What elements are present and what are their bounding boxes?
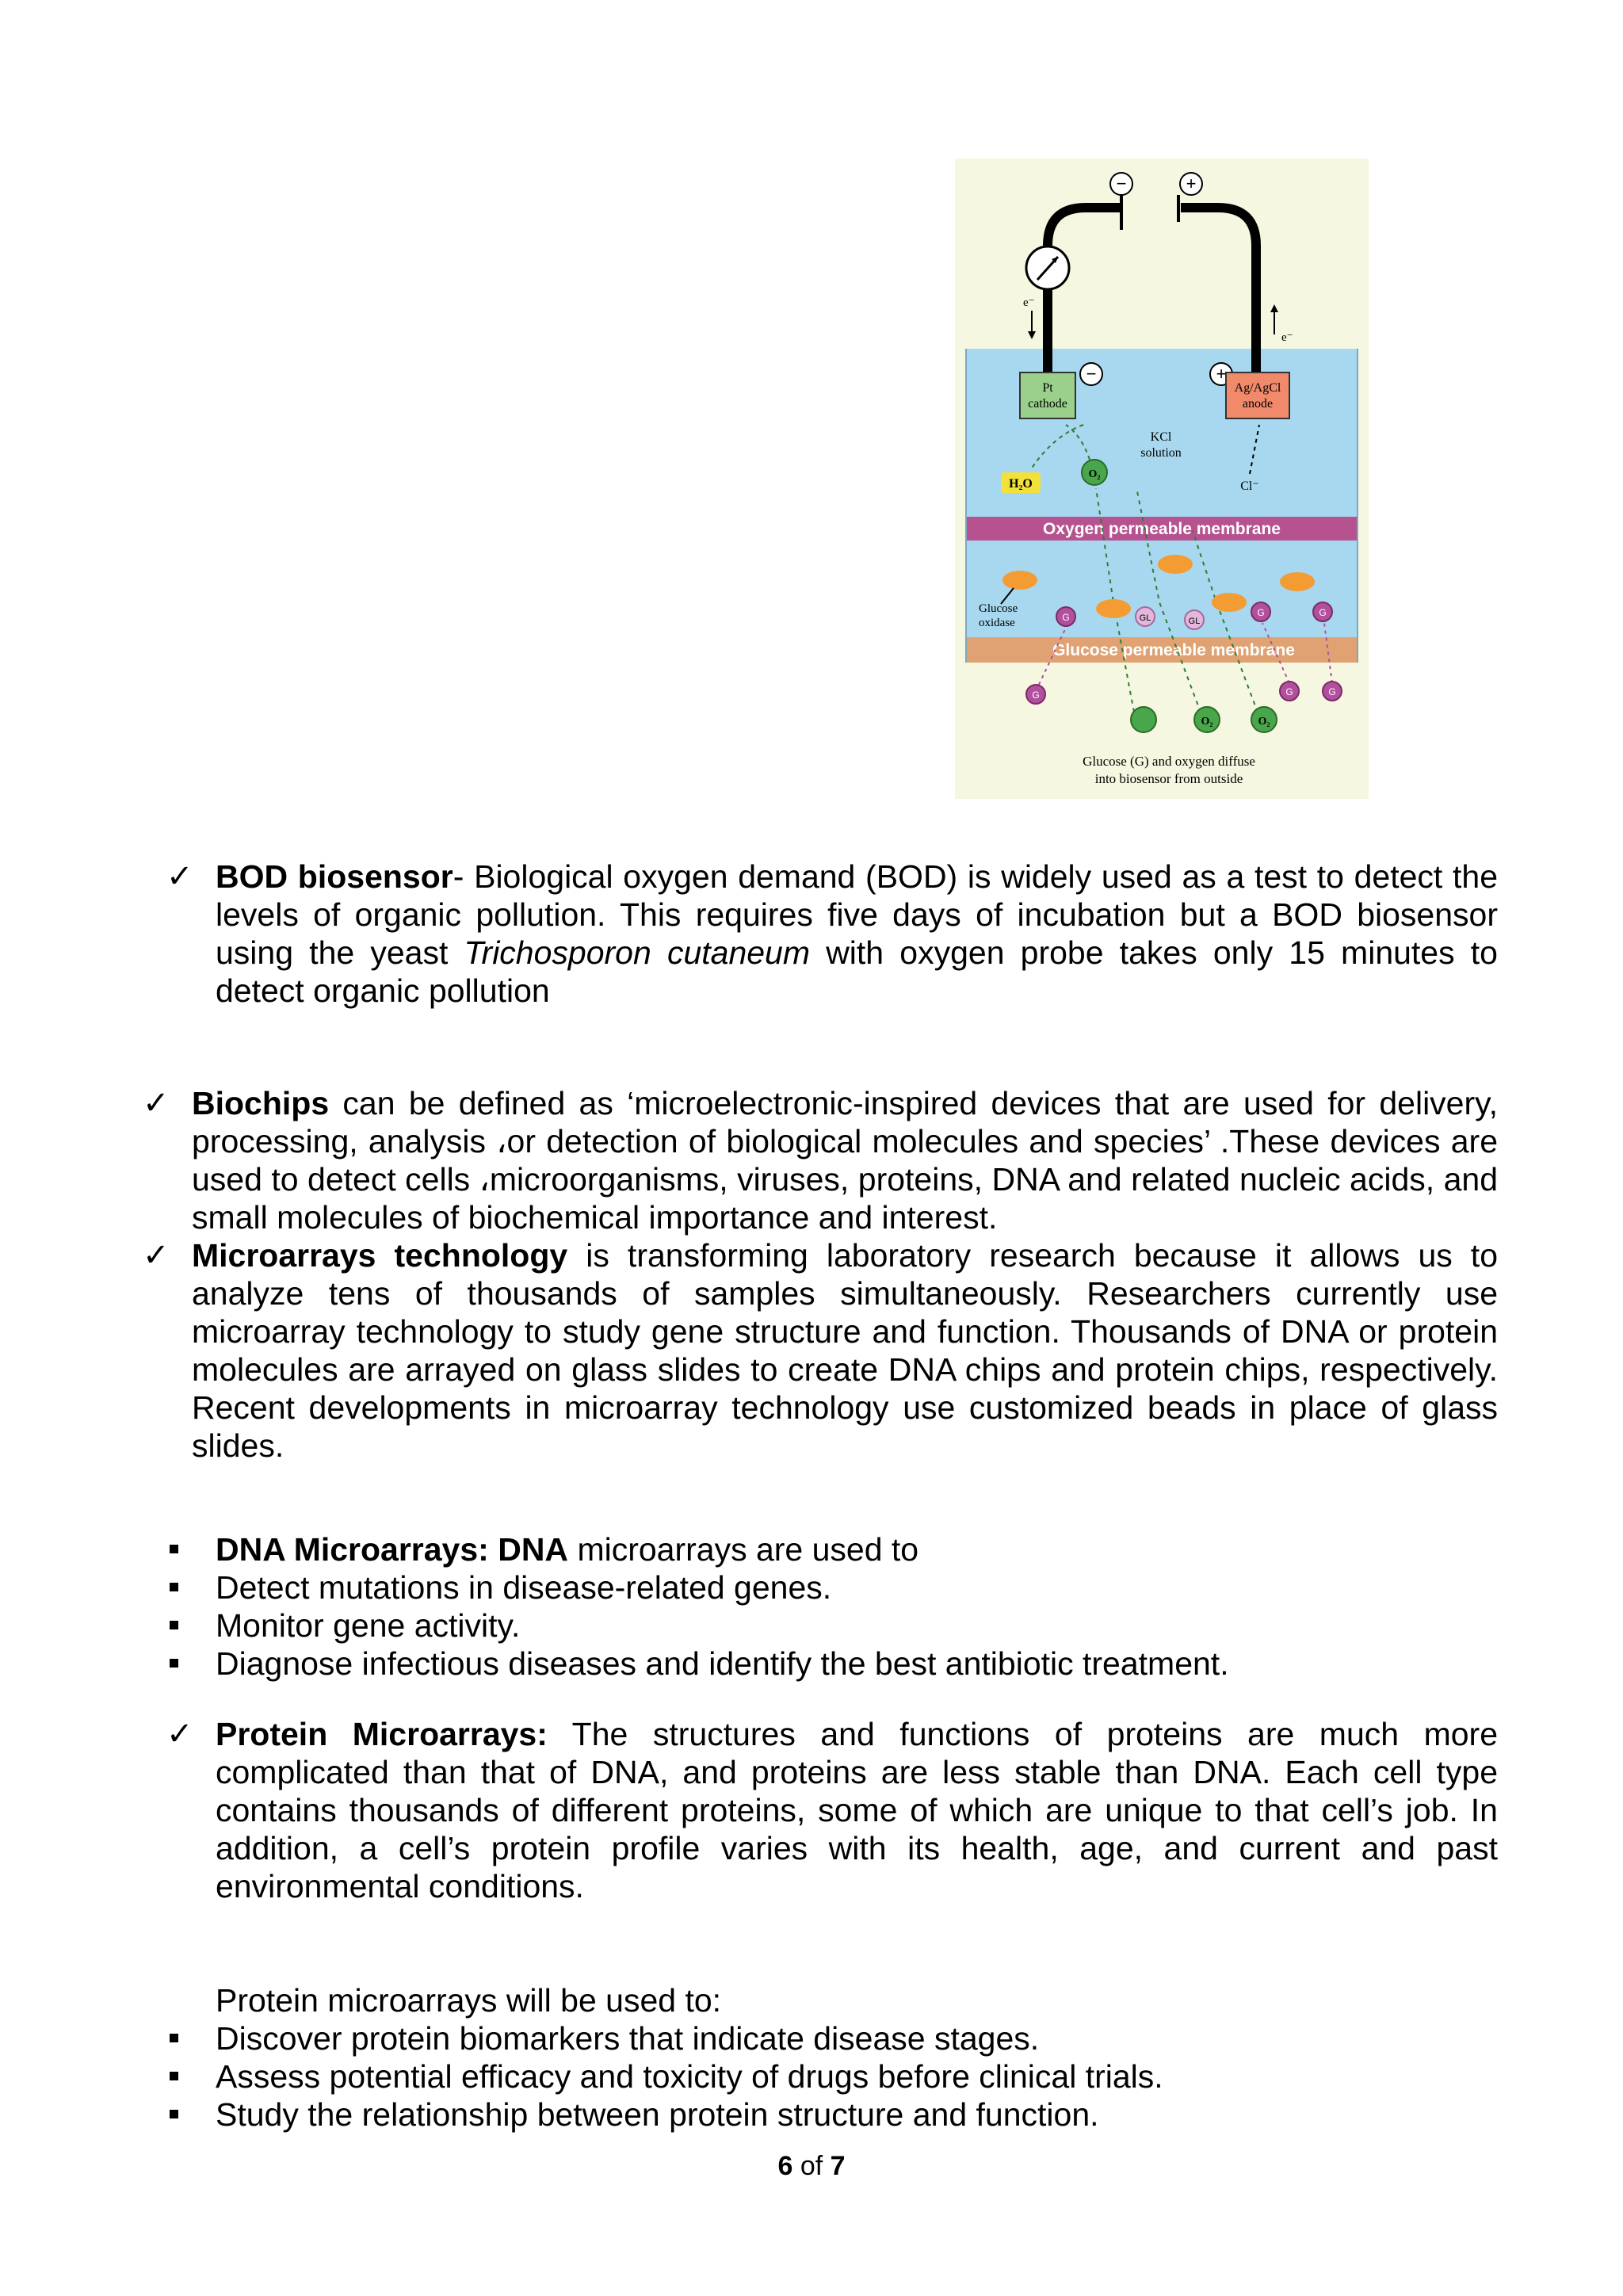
glucose-molecule-label: G <box>1285 686 1293 697</box>
kcl-label-2: solution <box>1140 446 1182 460</box>
list-item: Study the relationship between protein structure and function. <box>216 2096 1099 2133</box>
bullet-square-icon <box>170 1583 178 1591</box>
glucose-biosensor-figure <box>955 159 1369 799</box>
list-item: Monitor gene activity. <box>216 1607 521 1644</box>
glucose-oxidase-enzyme-4 <box>1212 593 1247 612</box>
o2-label: O₂ <box>1201 716 1213 728</box>
glucose-oxidase-enzyme-2 <box>1158 555 1193 574</box>
h2o-label: H₂O <box>1009 477 1033 491</box>
bullet-square-icon <box>170 2034 178 2042</box>
check-mark-icon: ✓ <box>143 1086 170 1121</box>
o2-label: O₂ <box>1258 716 1270 728</box>
bod-text-2: with oxygen probe takes only 15 minutes to detect organic pollution <box>216 934 1498 1009</box>
page-number-current: 6 <box>777 2151 793 2181</box>
ag-agcl-anode-box <box>1226 372 1289 418</box>
protein-uses-intro: Protein microarrays will be used to: <box>216 1982 722 2019</box>
page-number-total: 7 <box>830 2151 846 2181</box>
anode-plus-label: + <box>1216 364 1227 384</box>
bullet-square-icon <box>170 1621 178 1629</box>
microarrays-text: is transforming laboratory research because it allows us to analyze tens of thousands of samples simultaneously. Researchers currently use microarray technology to study gene structure and function. Thousands of DNA or protein molecules are arrayed on glass slides to create DNA chips and protein chips, respectively. Recent developments in microarray technology use customized beads in place of glass slides. <box>192 1237 1498 1464</box>
list-item: Diagnose infectious diseases and identify the best antibiotic treatment. <box>216 1645 1229 1682</box>
cathode-label-1: Pt <box>1042 381 1053 395</box>
cathode-label-2: cathode <box>1028 397 1067 411</box>
dna-microarrays-intro <box>216 1530 918 1568</box>
list-item: Assess potential efficacy and toxicity of drugs before clinical trials. <box>216 2058 1163 2095</box>
glucose-molecule-label: G <box>1062 612 1070 623</box>
bod-species: Trichosporon cutaneum <box>464 934 811 971</box>
gluconolactone-label: GL <box>1188 617 1201 626</box>
bod-text-1: - Biological oxygen demand (BOD) is widely used as a test to detect the levels of organic pollution. This requires five days of incubation but a BOD biosensor using the yeast <box>216 858 1498 971</box>
anode-label-1: Ag/AgCl <box>1234 381 1281 395</box>
o2-label-top: O₂ <box>1088 468 1101 480</box>
glucose-molecule-label: G <box>1319 607 1327 618</box>
bullet-square-icon <box>170 1659 178 1668</box>
glucose-molecule-label: G <box>1257 607 1265 618</box>
glucose-oxidase-label-2: oxidase <box>979 617 1015 629</box>
biochips-text: can be defined as ‘microelectronic-inspired devices that are used for delivery, processing, analysis ،or detection of biological molecules and species’ .These devices are used to detect cells ،microorganisms, viruses, proteins, DNA and related nucleic acids, and small molecules of biochemical importance and interest. <box>192 1085 1498 1236</box>
dna-title: DNA Microarrays: DNA <box>216 1531 569 1568</box>
microarrays-paragraph <box>192 1236 1498 1465</box>
oxygen-membrane-label: Oxygen permeable membrane <box>1043 520 1281 538</box>
check-mark-icon: ✓ <box>143 1238 170 1273</box>
electron-label-right: e⁻ <box>1281 331 1293 344</box>
dna-intro-text: microarrays are used to <box>568 1531 919 1568</box>
page-number-footer <box>0 2150 1623 2182</box>
electron-label-left: e⁻ <box>1023 296 1035 309</box>
protein-title: Protein Microarrays: <box>216 1716 548 1752</box>
battery-plus-label: + <box>1186 174 1197 193</box>
glucose-molecule-label: G <box>1032 690 1040 701</box>
bullet-square-icon <box>170 2110 178 2118</box>
battery-minus-label: − <box>1116 174 1127 193</box>
biochips-title: Biochips <box>192 1085 330 1121</box>
figure-caption-line-2: into biosensor from outside <box>1094 771 1243 786</box>
page-number-of: of <box>800 2151 823 2181</box>
list-item: Discover protein biomarkers that indicate disease stages. <box>216 2020 1040 2057</box>
o2-molecule-icon <box>1131 707 1156 732</box>
microarrays-title: Microarrays technology <box>192 1237 568 1274</box>
protein-text: The structures and functions of proteins are much more complicated than that of DNA, and proteins are less stable than DNA. Each cell type contains thousands of different proteins, some of which are unique to that cell’s job. In addition, a cell’s protein profile varies with its health, age, and current and past environmental conditions. <box>216 1716 1498 1904</box>
check-mark-icon: ✓ <box>166 1717 193 1752</box>
cl-label: Cl⁻ <box>1240 479 1259 493</box>
glucose-oxidase-enzyme-1 <box>1002 571 1037 590</box>
list-item: Detect mutations in disease-related genes. <box>216 1569 832 1606</box>
protein-microarrays-paragraph <box>216 1715 1498 1905</box>
cathode-minus-label: − <box>1086 364 1097 384</box>
bod-biosensor-paragraph <box>216 858 1498 1010</box>
gluconolactone-label: GL <box>1139 613 1151 623</box>
glucose-oxidase-enzyme-3 <box>1096 599 1131 618</box>
bod-title: BOD biosensor <box>216 858 453 895</box>
kcl-label-1: KCl <box>1150 430 1172 444</box>
bullet-square-icon <box>170 1545 178 1553</box>
glucose-molecule-label: G <box>1328 686 1336 697</box>
glucose-oxidase-enzyme-5 <box>1280 572 1315 591</box>
glucose-oxidase-label-1: Glucose <box>979 602 1018 615</box>
anode-label-2: anode <box>1242 397 1274 411</box>
biochips-paragraph <box>192 1084 1498 1236</box>
pt-cathode-box <box>1020 372 1075 418</box>
figure-caption-line-1: Glucose (G) and oxygen diffuse <box>1083 754 1255 769</box>
glucose-membrane-label: Glucose permeable membrane <box>1052 641 1295 659</box>
check-mark-icon: ✓ <box>166 859 193 894</box>
bullet-square-icon <box>170 2072 178 2080</box>
